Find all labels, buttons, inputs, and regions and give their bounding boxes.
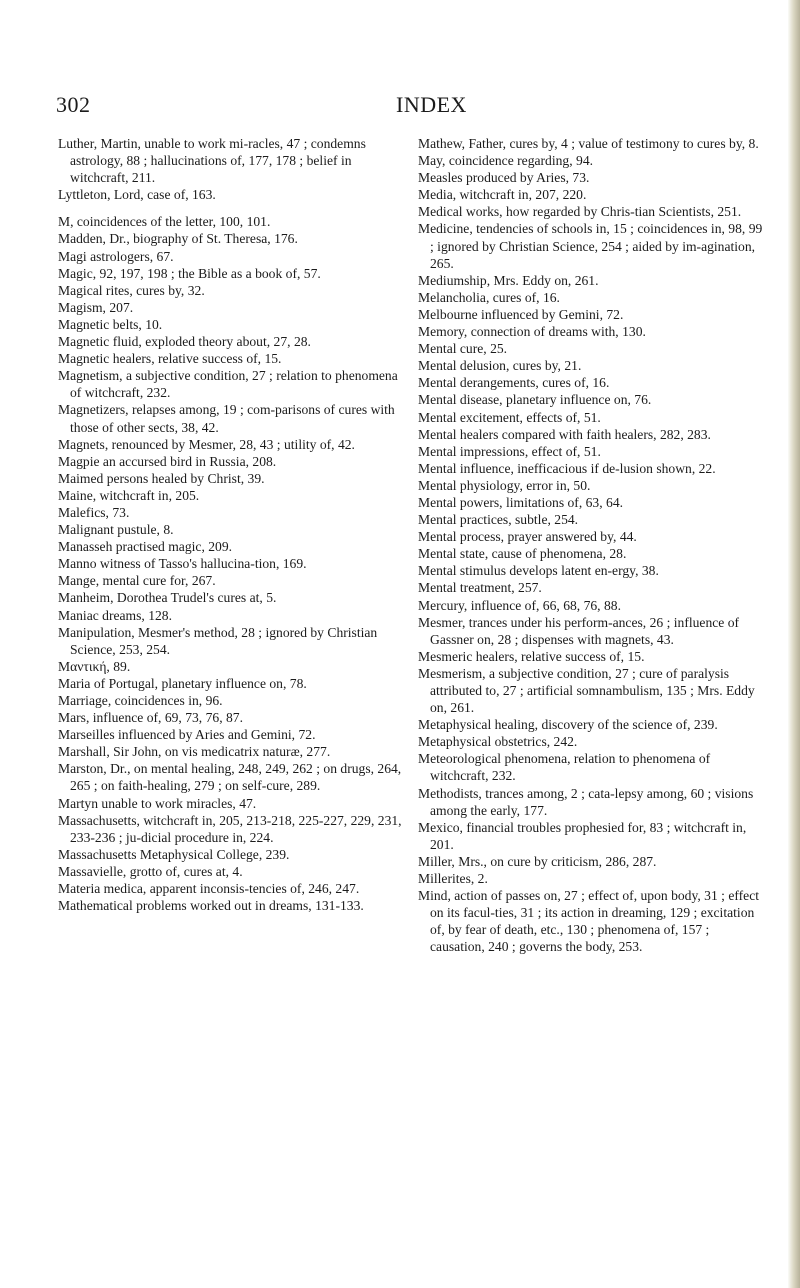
- index-entry: Mental practices, subtle, 254.: [418, 512, 579, 528]
- index-entry: Mexico, financial troubles prophesied for, 83 ; witchcraft in, 201.: [418, 819, 747, 852]
- index-entry: Magism, 207.: [58, 299, 134, 315]
- index-entry: Marseilles influenced by Aries and Gemini, 72.: [58, 727, 316, 743]
- index-entry: Magnetizers, relapses among, 19 ; com-parisons of cures with those of other sects, 38, 42.: [58, 402, 395, 435]
- index-entry: Magpie an accursed bird in Russia, 208.: [58, 453, 277, 469]
- index-entry: Mathematical problems worked out in dreams, 131-133.: [58, 898, 364, 914]
- index-entry: Mental physiology, error in, 50.: [418, 477, 591, 493]
- index-entry: Maria of Portugal, planetary influence on, 78.: [58, 675, 307, 691]
- index-entry: Media, witchcraft in, 207, 220.: [418, 187, 587, 203]
- page-header: [56, 92, 776, 122]
- index-entry: M, coincidences of the letter, 100, 101.: [58, 214, 271, 230]
- index-entry: Magnetic belts, 10.: [58, 316, 163, 332]
- index-entry: Mesmer, trances under his perform-ances, 26 ; influence of Gassner on, 28 ; dispenses with magnets, 43.: [418, 614, 740, 647]
- index-entry: Manheim, Dorothea Trudel's cures at, 5.: [58, 590, 277, 606]
- index-entry: Mesmeric healers, relative success of, 15.: [418, 648, 645, 664]
- index-entry: Martyn unable to work miracles, 47.: [58, 795, 257, 811]
- index-entry: Memory, connection of dreams with, 130.: [418, 324, 646, 340]
- index-entry: Marston, Dr., on mental healing, 248, 249, 262 ; on drugs, 264, 265 ; on faith-healing, 279 ; on self-cure, 289.: [58, 761, 402, 794]
- index-entry: Luther, Martin, unable to work mi-racles, 47 ; condemns astrology, 88 ; hallucinations of, 177, 178 ; belief in witchcraft, 211.: [58, 136, 366, 186]
- index-entry: Methodists, trances among, 2 ; cata-lepsy among, 60 ; visions among the early, 177.: [418, 785, 754, 818]
- index-entry: Lyttleton, Lord, case of, 163.: [58, 187, 216, 203]
- index-entry: Meteorological phenomena, relation to phenomena of witchcraft, 232.: [418, 751, 711, 784]
- index-entry: Mind, action of passes on, 27 ; effect of, upon body, 31 ; effect on its facul-ties, 31 ; its action in dreaming, 129 ; excitation of, by fear of death, etc., 130 ; phenomena of, 157 ; causation, 240 ; governs the body, 253.: [418, 888, 760, 955]
- index-entry: Magnetism, a subjective condition, 27 ; relation to phenomena of witchcraft, 232.: [58, 368, 398, 401]
- index-entry: Mental powers, limitations of, 63, 64.: [418, 494, 624, 510]
- index-entry: Metaphysical healing, discovery of the science of, 239.: [418, 717, 718, 733]
- section-gap: [58, 203, 403, 213]
- index-entry: Medical works, how regarded by Chris-tian Scientists, 251.: [418, 204, 742, 220]
- index-entry: Magi astrologers, 67.: [58, 248, 174, 264]
- index-entry: Manno witness of Tasso's hallucina-tion, 169.: [58, 556, 307, 572]
- index-entry: Massachusetts, witchcraft in, 205, 213-218, 225-227, 229, 231, 233-236 ; ju-dicial procedure in, 224.: [58, 812, 402, 845]
- index-entry: Manipulation, Mesmer's method, 28 ; ignored by Christian Science, 253, 254.: [58, 624, 378, 657]
- index-entry: Malignant pustule, 8.: [58, 522, 174, 538]
- index-entry: Materia medica, apparent inconsis-tencies of, 246, 247.: [58, 881, 360, 897]
- index-entry: Mental cure, 25.: [418, 341, 508, 357]
- index-entry: Magnetic healers, relative success of, 15.: [58, 351, 282, 367]
- index-entry: Mental excitement, effects of, 51.: [418, 409, 601, 425]
- index-entry: Mange, mental cure for, 267.: [58, 573, 216, 589]
- index-entry: Mesmerism, a subjective condition, 27 ; cure of paralysis attributed to, 27 ; artificial somnambulism, 135 ; Mrs. Eddy on, 261.: [418, 665, 755, 716]
- index-entry: Magical rites, cures by, 32.: [58, 282, 205, 298]
- index-entry: Millerites, 2.: [418, 871, 488, 887]
- index-entry: Metaphysical obstetrics, 242.: [418, 734, 578, 750]
- index-entry: Maniac dreams, 128.: [58, 607, 173, 623]
- index-entry: Marriage, coincidences in, 96.: [58, 693, 223, 708]
- index-entry: Μαντική, 89.: [58, 658, 131, 674]
- index-entry: Melbourne influenced by Gemini, 72.: [418, 306, 624, 322]
- index-entry: Mental impressions, effect of, 51.: [418, 443, 601, 459]
- index-entry: Magnetic fluid, exploded theory about, 27, 28.: [58, 334, 311, 350]
- index-entry: Maine, witchcraft in, 205.: [58, 487, 200, 503]
- index-entry: Mental process, prayer answered by, 44.: [418, 529, 637, 545]
- index-entry: Melancholia, cures of, 16.: [418, 289, 560, 305]
- index-column-right: [418, 135, 763, 956]
- index-entry: Mars, influence of, 69, 73, 76, 87.: [58, 710, 243, 726]
- index-entry: Medicine, tendencies of schools in, 15 ; coincidences in, 98, 99 ; ignored by Christian Science, 254 ; aided by im-agination, 265.: [418, 221, 763, 271]
- index-column-left: [58, 135, 403, 914]
- index-entry: Miller, Mrs., on cure by criticism, 286, 287.: [418, 853, 657, 869]
- index-entry: Mental stimulus develops latent en-ergy, 38.: [418, 563, 659, 579]
- index-entry: Manasseh practised magic, 209.: [58, 539, 233, 555]
- index-entry: Mental state, cause of phenomena, 28.: [418, 546, 627, 562]
- index-entry: Magic, 92, 197, 198 ; the Bible as a book of, 57.: [58, 265, 321, 281]
- index-entry: Marshall, Sir John, on vis medicatrix naturæ, 277.: [58, 744, 331, 760]
- index-entry: Mediumship, Mrs. Eddy on, 261.: [418, 272, 599, 288]
- index-entry: Mental healers compared with faith healers, 282, 283.: [418, 426, 711, 442]
- index-entry: Mercury, influence of, 66, 68, 76, 88.: [418, 597, 621, 613]
- index-entry: Massavielle, grotto of, cures at, 4.: [58, 863, 243, 879]
- page-number: 302: [56, 92, 91, 117]
- index-entry: Magnets, renounced by Mesmer, 28, 43 ; utility of, 42.: [58, 436, 355, 452]
- page-edge-shadow: [788, 0, 800, 1288]
- index-entry: May, coincidence regarding, 94.: [418, 153, 594, 169]
- index-entry: Malefics, 73.: [58, 504, 130, 520]
- index-entry: Mathew, Father, cures by, 4 ; value of testimony to cures by, 8.: [418, 136, 759, 151]
- index-entry: Maimed persons healed by Christ, 39.: [58, 470, 265, 486]
- index-entry: Mental delusion, cures by, 21.: [418, 358, 582, 374]
- page-title: INDEX: [396, 92, 467, 117]
- index-entry: Mental derangements, cures of, 16.: [418, 375, 610, 391]
- index-entry: Mental disease, planetary influence on, 76.: [418, 392, 652, 408]
- index-entry: Mental influence, inefficacious if de-lusion shown, 22.: [418, 460, 716, 476]
- index-entry: Madden, Dr., biography of St. Theresa, 176.: [58, 231, 298, 247]
- index-entry: Mental treatment, 257.: [418, 580, 542, 596]
- index-entry: Massachusetts Metaphysical College, 239.: [58, 846, 290, 862]
- index-entry: Measles produced by Aries, 73.: [418, 170, 590, 186]
